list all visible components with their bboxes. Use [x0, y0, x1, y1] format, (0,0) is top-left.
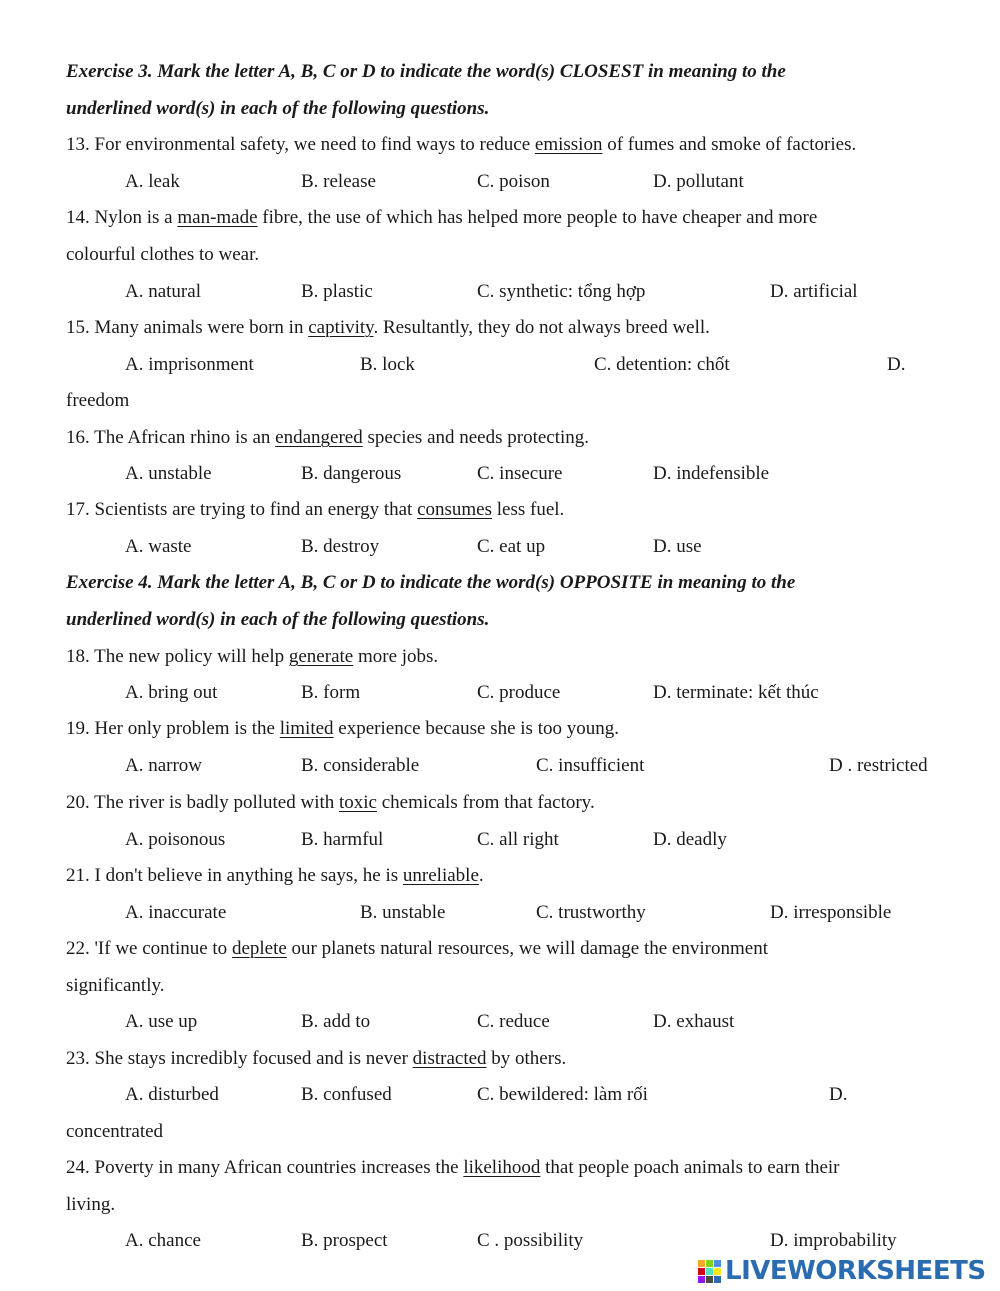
question-18-text-pre: 18. The new policy will help	[66, 646, 289, 667]
question-20-text-pre: 20. The river is badly polluted with	[66, 792, 339, 813]
exercise-3-title-line-2: underlined word(s) in each of the following questions.	[66, 98, 490, 119]
liveworksheets-logo	[698, 1256, 994, 1286]
q23-option-c[interactable]: C. bewildered: làm rối	[477, 1084, 648, 1105]
logo-square	[714, 1276, 721, 1283]
q20-option-c[interactable]: C. all right	[477, 829, 559, 850]
q23-option-a[interactable]: A. disturbed	[125, 1084, 219, 1105]
question-17	[66, 499, 564, 521]
question-22-line-2: significantly.	[66, 975, 165, 996]
question-15-underlined-word: captivity	[308, 317, 374, 338]
q18-option-d[interactable]: D. terminate: kết thúc	[653, 682, 819, 703]
liveworksheets-logo-icon	[698, 1260, 721, 1283]
q19-option-d[interactable]: D . restricted	[829, 755, 928, 776]
question-19-text-post: experience because she is too young.	[333, 718, 619, 739]
q24-option-c[interactable]: C . possibility	[477, 1230, 584, 1251]
q14-option-c[interactable]: C. synthetic: tổng hợp	[477, 281, 646, 302]
q23-option-d[interactable]: D.	[829, 1084, 848, 1105]
question-17-text-pre: 17. Scientists are trying to find an energy that	[66, 499, 418, 520]
q20-option-a[interactable]: A. poisonous	[125, 829, 226, 850]
question-13-text-pre: 13. For environmental safety, we need to find ways to reduce	[66, 134, 535, 155]
exercise-4-title-line-2: underlined word(s) in each of the following questions.	[66, 609, 490, 630]
q17-option-d[interactable]: D. use	[653, 536, 702, 557]
question-13-underlined-word: emission	[534, 134, 603, 155]
question-14-text-pre: 14. Nylon is a	[66, 207, 178, 228]
question-14-underlined-word: man-made	[177, 207, 258, 228]
q23-option-d-text[interactable]: concentrated	[66, 1121, 164, 1142]
q17-option-c[interactable]: C. eat up	[477, 536, 546, 557]
logo-square	[714, 1260, 721, 1267]
q22-option-c[interactable]: C. reduce	[477, 1011, 550, 1032]
q13-option-b[interactable]: B. release	[301, 171, 376, 192]
q24-option-b[interactable]: B. prospect	[301, 1230, 388, 1251]
q14-option-a[interactable]: A. natural	[125, 281, 201, 302]
q21-option-a[interactable]: A. inaccurate	[125, 902, 227, 923]
question-24-underlined-word: likelihood	[463, 1157, 541, 1178]
question-20-text-post: chemicals from that factory.	[377, 792, 595, 813]
logo-square	[698, 1276, 705, 1283]
logo-square	[706, 1260, 713, 1267]
logo-square	[698, 1260, 705, 1267]
question-19	[66, 718, 619, 740]
question-17-text-post: less fuel.	[492, 499, 565, 520]
question-14-line-2: colourful clothes to wear.	[66, 244, 260, 265]
question-15-text-post: . Resultantly, they do not always breed well.	[373, 317, 710, 338]
q14-option-d[interactable]: D. artificial	[770, 281, 858, 302]
q19-option-a[interactable]: A. narrow	[125, 755, 203, 776]
q16-option-a[interactable]: A. unstable	[125, 463, 212, 484]
q20-option-d[interactable]: D. deadly	[653, 829, 727, 850]
q16-option-b[interactable]: B. dangerous	[301, 463, 402, 484]
q16-option-c[interactable]: C. insecure	[477, 463, 563, 484]
question-18-underlined-word: generate	[288, 646, 354, 667]
question-17-underlined-word: consumes	[417, 499, 493, 520]
question-14	[66, 207, 817, 229]
question-15	[66, 317, 710, 339]
question-23	[66, 1048, 566, 1070]
q16-option-d[interactable]: D. indefensible	[653, 463, 770, 484]
question-23-text-post: by others.	[486, 1048, 567, 1069]
question-24-text-post: that people poach animals to earn their	[540, 1157, 840, 1178]
q18-option-c[interactable]: C. produce	[477, 682, 561, 703]
q14-option-b[interactable]: B. plastic	[301, 281, 373, 302]
q13-option-d[interactable]: D. pollutant	[653, 171, 744, 192]
logo-square	[714, 1268, 721, 1275]
q21-option-b[interactable]: B. unstable	[360, 902, 446, 923]
question-19-underlined-word: limited	[279, 718, 334, 739]
question-16-text-pre: 16. The African rhino is an	[66, 427, 276, 448]
q19-option-c[interactable]: C. insufficient	[536, 755, 645, 776]
question-21	[66, 865, 484, 887]
question-22-text-post: our planets natural resources, we will damage the environment	[286, 938, 768, 959]
q15-option-d-text[interactable]: freedom	[66, 390, 130, 411]
q19-option-b[interactable]: B. considerable	[301, 755, 420, 776]
q15-option-d[interactable]: D.	[887, 354, 906, 375]
question-21-text-post: .	[478, 865, 484, 886]
q15-option-b[interactable]: B. lock	[360, 354, 415, 375]
question-22-text-pre: 22. 'If we continue to	[66, 938, 232, 959]
q21-option-c[interactable]: C. trustworthy	[536, 902, 646, 923]
logo-square	[706, 1268, 713, 1275]
exercise-3-title-line-1: Exercise 3. Mark the letter A, B, C or D to indicate the word(s) CLOSEST in meaning to the	[66, 61, 786, 82]
question-13-text-post: of fumes and smoke of factories.	[602, 134, 857, 155]
question-18	[66, 646, 438, 668]
q17-option-a[interactable]: A. waste	[125, 536, 192, 557]
question-23-underlined-word: distracted	[412, 1048, 487, 1069]
question-23-text-pre: 23. She stays incredibly focused and is never	[66, 1048, 413, 1069]
liveworksheets-brand-text: LIVEWORKSHEETS	[725, 1256, 986, 1286]
question-18-text-post: more jobs.	[353, 646, 439, 667]
question-22-underlined-word: deplete	[231, 938, 287, 959]
q22-option-a[interactable]: A. use up	[125, 1011, 198, 1032]
question-20	[66, 792, 595, 814]
question-13	[66, 134, 856, 156]
q22-option-b[interactable]: B. add to	[301, 1011, 371, 1032]
q24-option-d[interactable]: D. improbability	[770, 1230, 897, 1251]
q22-option-d[interactable]: D. exhaust	[653, 1011, 735, 1032]
q21-option-d[interactable]: D. irresponsible	[770, 902, 892, 923]
question-20-underlined-word: toxic	[339, 792, 377, 813]
q15-option-a[interactable]: A. imprisonment	[125, 354, 254, 375]
q13-option-a[interactable]: A. leak	[125, 171, 180, 192]
question-24	[66, 1157, 840, 1179]
question-16-underlined-word: endangered	[275, 427, 363, 448]
logo-square	[706, 1276, 713, 1283]
question-24-line-2: living.	[66, 1194, 116, 1215]
q15-option-c[interactable]: C. detention: chốt	[594, 354, 730, 375]
q13-option-c[interactable]: C. poison	[477, 171, 550, 192]
question-19-text-pre: 19. Her only problem is the	[66, 718, 280, 739]
q20-option-b[interactable]: B. harmful	[301, 829, 384, 850]
question-22	[66, 938, 768, 960]
question-21-underlined-word: unreliable	[402, 865, 479, 886]
question-15-text-pre: 15. Many animals were born in	[66, 317, 309, 338]
q17-option-b[interactable]: B. destroy	[301, 536, 380, 557]
q23-option-b[interactable]: B. confused	[301, 1084, 392, 1105]
exercise-4-title-line-1: Exercise 4. Mark the letter A, B, C or D to indicate the word(s) OPPOSITE in meaning to the	[66, 572, 796, 593]
question-16	[66, 427, 589, 449]
question-21-text-pre: 21. I don't believe in anything he says, he is	[66, 865, 403, 886]
q18-option-b[interactable]: B. form	[301, 682, 361, 703]
logo-square	[698, 1268, 705, 1275]
q24-option-a[interactable]: A. chance	[125, 1230, 201, 1251]
q18-option-a[interactable]: A. bring out	[125, 682, 218, 703]
question-16-text-post: species and needs protecting.	[362, 427, 590, 448]
question-14-text-post: fibre, the use of which has helped more people to have cheaper and more	[257, 207, 818, 228]
question-24-text-pre: 24. Poverty in many African countries increases the	[66, 1157, 464, 1178]
